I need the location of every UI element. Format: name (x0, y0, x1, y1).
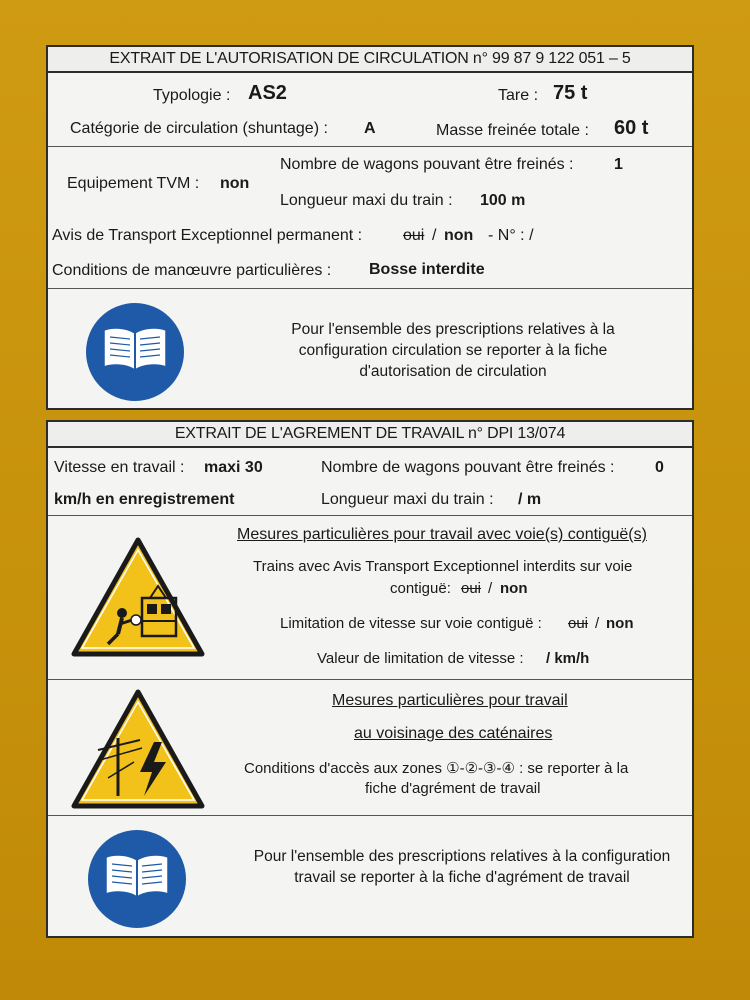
circulation-notice-section (48, 289, 692, 408)
work-header: EXTRAIT DE L'AGREMENT DE TRAVAIL n° DPI 13/074 (48, 422, 692, 448)
wagons-label: Nombre de wagons pouvant être freinés : (280, 156, 574, 173)
typology-section (48, 73, 692, 147)
tare-label: Tare : (498, 87, 539, 104)
access-line-2: fiche d'agrément de travail (365, 780, 541, 797)
electric-hazard-warning-icon (70, 688, 206, 810)
valeur-value: / km/h (546, 650, 590, 667)
catenary-title-1: Mesures particulières pour travail (332, 692, 568, 709)
circulation-notice-text: Pour l'ensemble des prescriptions relatives à la configuration circulation se reporter à la fiche d'autorisation de circulation (291, 321, 615, 380)
avis-number: - N° : / (488, 227, 534, 244)
access-line-1: Conditions d'accès aux zones ①-②-③-④ : se reporter à la (244, 760, 629, 777)
trains-sep: / (488, 580, 493, 597)
vitesse-value-2: km/h en enregistrement (54, 491, 235, 508)
trains-line-1: Trains avec Avis Transport Exceptionnel interdits sur voie (253, 558, 633, 575)
wagons-value: 1 (614, 156, 623, 173)
avis-label: Avis de Transport Exceptionnel permanent : (52, 227, 363, 244)
vitesse-value: maxi 30 (204, 459, 263, 476)
train-hazard-warning-icon (70, 536, 206, 658)
adjacent-track-title: Mesures particulières pour travail avec voie(s) contiguë(s) (237, 526, 647, 543)
conditions-value: Bosse interdite (369, 261, 485, 278)
conditions-label: Conditions de manœuvre particulières : (52, 262, 332, 279)
limitation-non: non (606, 615, 634, 632)
circulation-header: EXTRAIT DE L'AUTORISATION DE CIRCULATION n° 99 87 9 122 051 – 5 (48, 47, 692, 73)
work-wagons-label: Nombre de wagons pouvant être freinés : (321, 459, 615, 476)
longueur-value: 100 m (480, 192, 526, 209)
catenary-section (48, 680, 692, 816)
limitation-sep: / (595, 615, 600, 632)
limitation-oui: oui (568, 615, 589, 632)
work-longueur-value: / m (518, 491, 542, 508)
tvm-label: Equipement TVM : (67, 175, 200, 192)
trains-oui: oui (461, 580, 482, 597)
work-notice-text: Pour l'ensemble des prescriptions relatives à la configuration travail se reporter à la fiche d'agrément de travail (253, 848, 671, 886)
valeur-label: Valeur de limitation de vitesse : (317, 650, 524, 667)
tare-value: 75 t (553, 82, 588, 104)
work-speed-section (48, 448, 692, 516)
tvm-value: non (220, 175, 250, 192)
limitation-label: Limitation de vitesse sur voie contiguë : (280, 615, 542, 632)
book-icon (86, 303, 184, 401)
equipment-section (48, 147, 692, 289)
typologie-label: Typologie : (153, 87, 231, 104)
categorie-label: Catégorie de circulation (shuntage) : (70, 120, 328, 137)
typologie-value: AS2 (248, 82, 287, 104)
trains-non: non (500, 580, 528, 597)
trains-line-2-prefix: contiguë: (390, 580, 451, 597)
masse-label: Masse freinée totale : (436, 122, 589, 139)
work-wagons-value: 0 (655, 459, 664, 476)
avis-sep: / (432, 227, 437, 244)
work-longueur-label: Longueur maxi du train : (321, 491, 494, 508)
catenary-title-2: au voisinage des caténaires (354, 725, 553, 742)
categorie-value: A (364, 120, 376, 137)
masse-value: 60 t (614, 117, 649, 139)
book-icon (88, 830, 186, 928)
avis-non: non (444, 227, 474, 244)
circulation-authorization-panel (46, 45, 694, 410)
longueur-label: Longueur maxi du train : (280, 192, 453, 209)
adjacent-track-section (48, 516, 692, 680)
work-notice-section (48, 816, 692, 934)
work-approval-panel (46, 420, 694, 938)
vitesse-label: Vitesse en travail : (54, 459, 185, 476)
avis-oui: oui (403, 227, 425, 244)
